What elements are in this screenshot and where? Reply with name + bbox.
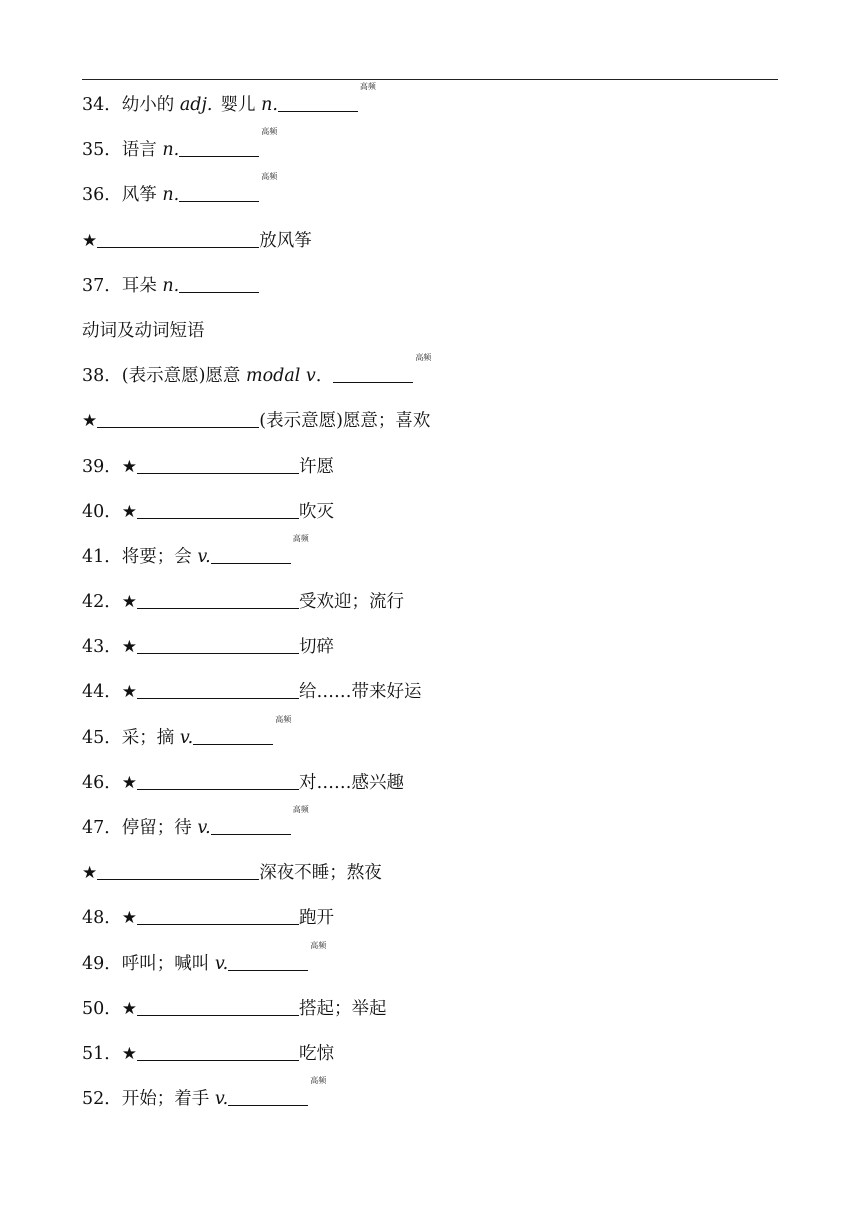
vocab-item xyxy=(82,942,778,987)
item-text: 受欢迎；流行 xyxy=(299,592,405,613)
answer-blank[interactable] xyxy=(97,246,259,248)
item-text: 将要；会 xyxy=(121,546,198,567)
item-number: 44． xyxy=(82,682,122,703)
item-text: 停留；待 xyxy=(121,818,198,838)
vocab-item xyxy=(82,1077,778,1122)
vocab-item xyxy=(82,173,778,218)
part-of-speech: n. xyxy=(261,95,278,115)
star-icon: ★ xyxy=(121,456,138,477)
answer-blank[interactable] xyxy=(137,652,299,654)
vocab-item xyxy=(82,987,778,1032)
part-of-speech: n. xyxy=(162,140,180,161)
item-text: 婴儿 xyxy=(220,95,262,115)
star-icon: ★ xyxy=(121,592,138,613)
item-text: 耳朵 xyxy=(121,275,163,296)
vocab-item xyxy=(82,399,778,444)
frequency-tag: 高频 xyxy=(310,940,327,950)
vocab-item xyxy=(82,219,778,264)
vocab-item xyxy=(82,806,778,851)
item-text: 风筝 xyxy=(121,185,163,206)
answer-blank[interactable] xyxy=(278,110,358,112)
answer-blank[interactable] xyxy=(137,788,299,790)
item-text: 吹灭 xyxy=(299,501,335,522)
answer-blank[interactable] xyxy=(179,200,259,202)
frequency-tag: 高频 xyxy=(415,353,432,363)
item-number: 41． xyxy=(82,546,122,567)
item-text: 幼小的 xyxy=(121,95,180,115)
answer-blank[interactable] xyxy=(137,472,299,474)
star-icon: ★ xyxy=(121,1043,138,1064)
answer-blank[interactable] xyxy=(137,517,299,519)
vocab-item xyxy=(82,625,778,670)
item-text: (表示意愿)愿意；喜欢 xyxy=(259,411,431,432)
vocab-item xyxy=(82,670,778,715)
star-icon: ★ xyxy=(121,772,138,793)
item-number: 35． xyxy=(82,140,122,161)
part-of-speech: v. xyxy=(197,818,211,838)
frequency-tag: 高频 xyxy=(261,127,278,137)
item-text: 深夜不睡；熬夜 xyxy=(259,863,382,884)
part-of-speech: n. xyxy=(162,275,180,296)
frequency-tag: 高频 xyxy=(261,172,278,182)
star-icon: ★ xyxy=(121,908,138,929)
vocab-item xyxy=(82,580,778,625)
item-text: 吃惊 xyxy=(299,1043,335,1064)
part-of-speech: n. xyxy=(162,185,180,206)
item-number: 37． xyxy=(82,275,122,296)
item-text: 给……带来好运 xyxy=(299,682,422,703)
item-number: 49． xyxy=(82,953,122,974)
vocab-item xyxy=(82,354,778,399)
item-text: 放风筝 xyxy=(259,230,312,251)
item-number: 48． xyxy=(82,908,122,929)
star-icon: ★ xyxy=(121,998,138,1019)
header-rule xyxy=(82,79,778,80)
vocab-item xyxy=(82,716,778,761)
vocabulary-list xyxy=(82,83,778,1122)
item-text: 呼叫；喊叫 xyxy=(121,953,215,974)
answer-blank[interactable] xyxy=(179,155,259,157)
vocab-item xyxy=(82,896,778,941)
item-text: 许愿 xyxy=(299,456,335,477)
item-text: 动词及动词短语 xyxy=(82,320,205,341)
star-icon: ★ xyxy=(121,682,138,703)
item-number: 47． xyxy=(82,818,122,838)
answer-blank[interactable] xyxy=(137,1014,299,1016)
vocab-item xyxy=(82,128,778,173)
item-number: 51． xyxy=(82,1043,122,1064)
part-of-speech: v. xyxy=(197,546,211,567)
item-number: 42． xyxy=(82,592,122,613)
item-number: 34． xyxy=(82,95,122,115)
item-number: 43． xyxy=(82,637,122,658)
star-icon: ★ xyxy=(82,230,98,251)
item-number: 50． xyxy=(82,998,122,1019)
frequency-tag: 高频 xyxy=(292,533,309,543)
item-text: (表示意愿)愿意 xyxy=(121,366,246,387)
item-number: 40． xyxy=(82,501,122,522)
answer-blank[interactable] xyxy=(97,426,259,428)
item-text: ． xyxy=(315,366,334,387)
item-number: 52． xyxy=(82,1089,122,1110)
part-of-speech: v. xyxy=(214,1089,229,1110)
answer-blank[interactable] xyxy=(137,697,299,699)
vocab-item xyxy=(82,761,778,806)
vocab-item xyxy=(82,445,778,490)
part-of-speech: adj. xyxy=(179,95,213,115)
frequency-tag: 高频 xyxy=(359,82,376,91)
answer-blank[interactable] xyxy=(228,1104,308,1106)
vocab-item xyxy=(82,83,778,128)
item-text: 采；摘 xyxy=(121,727,180,748)
answer-blank[interactable] xyxy=(97,878,259,880)
answer-blank[interactable] xyxy=(137,1059,299,1061)
item-text: 对……感兴趣 xyxy=(299,772,405,793)
item-text: 跑开 xyxy=(299,908,335,929)
star-icon: ★ xyxy=(82,411,98,432)
answer-blank[interactable] xyxy=(333,381,413,383)
answer-blank[interactable] xyxy=(179,291,259,293)
item-text: 语言 xyxy=(121,140,163,161)
part-of-speech: v. xyxy=(179,727,194,748)
item-number: 45． xyxy=(82,727,122,748)
item-text: 搭起；举起 xyxy=(299,998,387,1019)
item-number: 38． xyxy=(82,366,122,387)
star-icon: ★ xyxy=(82,863,98,884)
vocab-item xyxy=(82,309,778,354)
vocab-item xyxy=(82,1032,778,1077)
part-of-speech: modal v xyxy=(246,366,316,387)
answer-blank[interactable] xyxy=(228,969,308,971)
item-text: 开始；着手 xyxy=(121,1089,215,1110)
vocab-item xyxy=(82,851,778,896)
frequency-tag: 高频 xyxy=(310,1076,327,1086)
star-icon: ★ xyxy=(121,637,138,658)
item-text: 切碎 xyxy=(299,637,335,658)
item-number: 39． xyxy=(82,456,122,477)
vocab-item xyxy=(82,490,778,535)
vocab-item xyxy=(82,535,778,580)
answer-blank[interactable] xyxy=(193,743,273,745)
part-of-speech: v. xyxy=(214,953,229,974)
answer-blank[interactable] xyxy=(137,923,299,925)
answer-blank[interactable] xyxy=(137,607,299,609)
vocab-item xyxy=(82,264,778,309)
star-icon: ★ xyxy=(121,501,138,522)
item-number: 46． xyxy=(82,772,122,793)
answer-blank[interactable] xyxy=(211,562,291,564)
item-number: 36． xyxy=(82,185,122,206)
frequency-tag: 高频 xyxy=(275,714,292,724)
answer-blank[interactable] xyxy=(211,833,291,835)
frequency-tag: 高频 xyxy=(292,805,309,814)
